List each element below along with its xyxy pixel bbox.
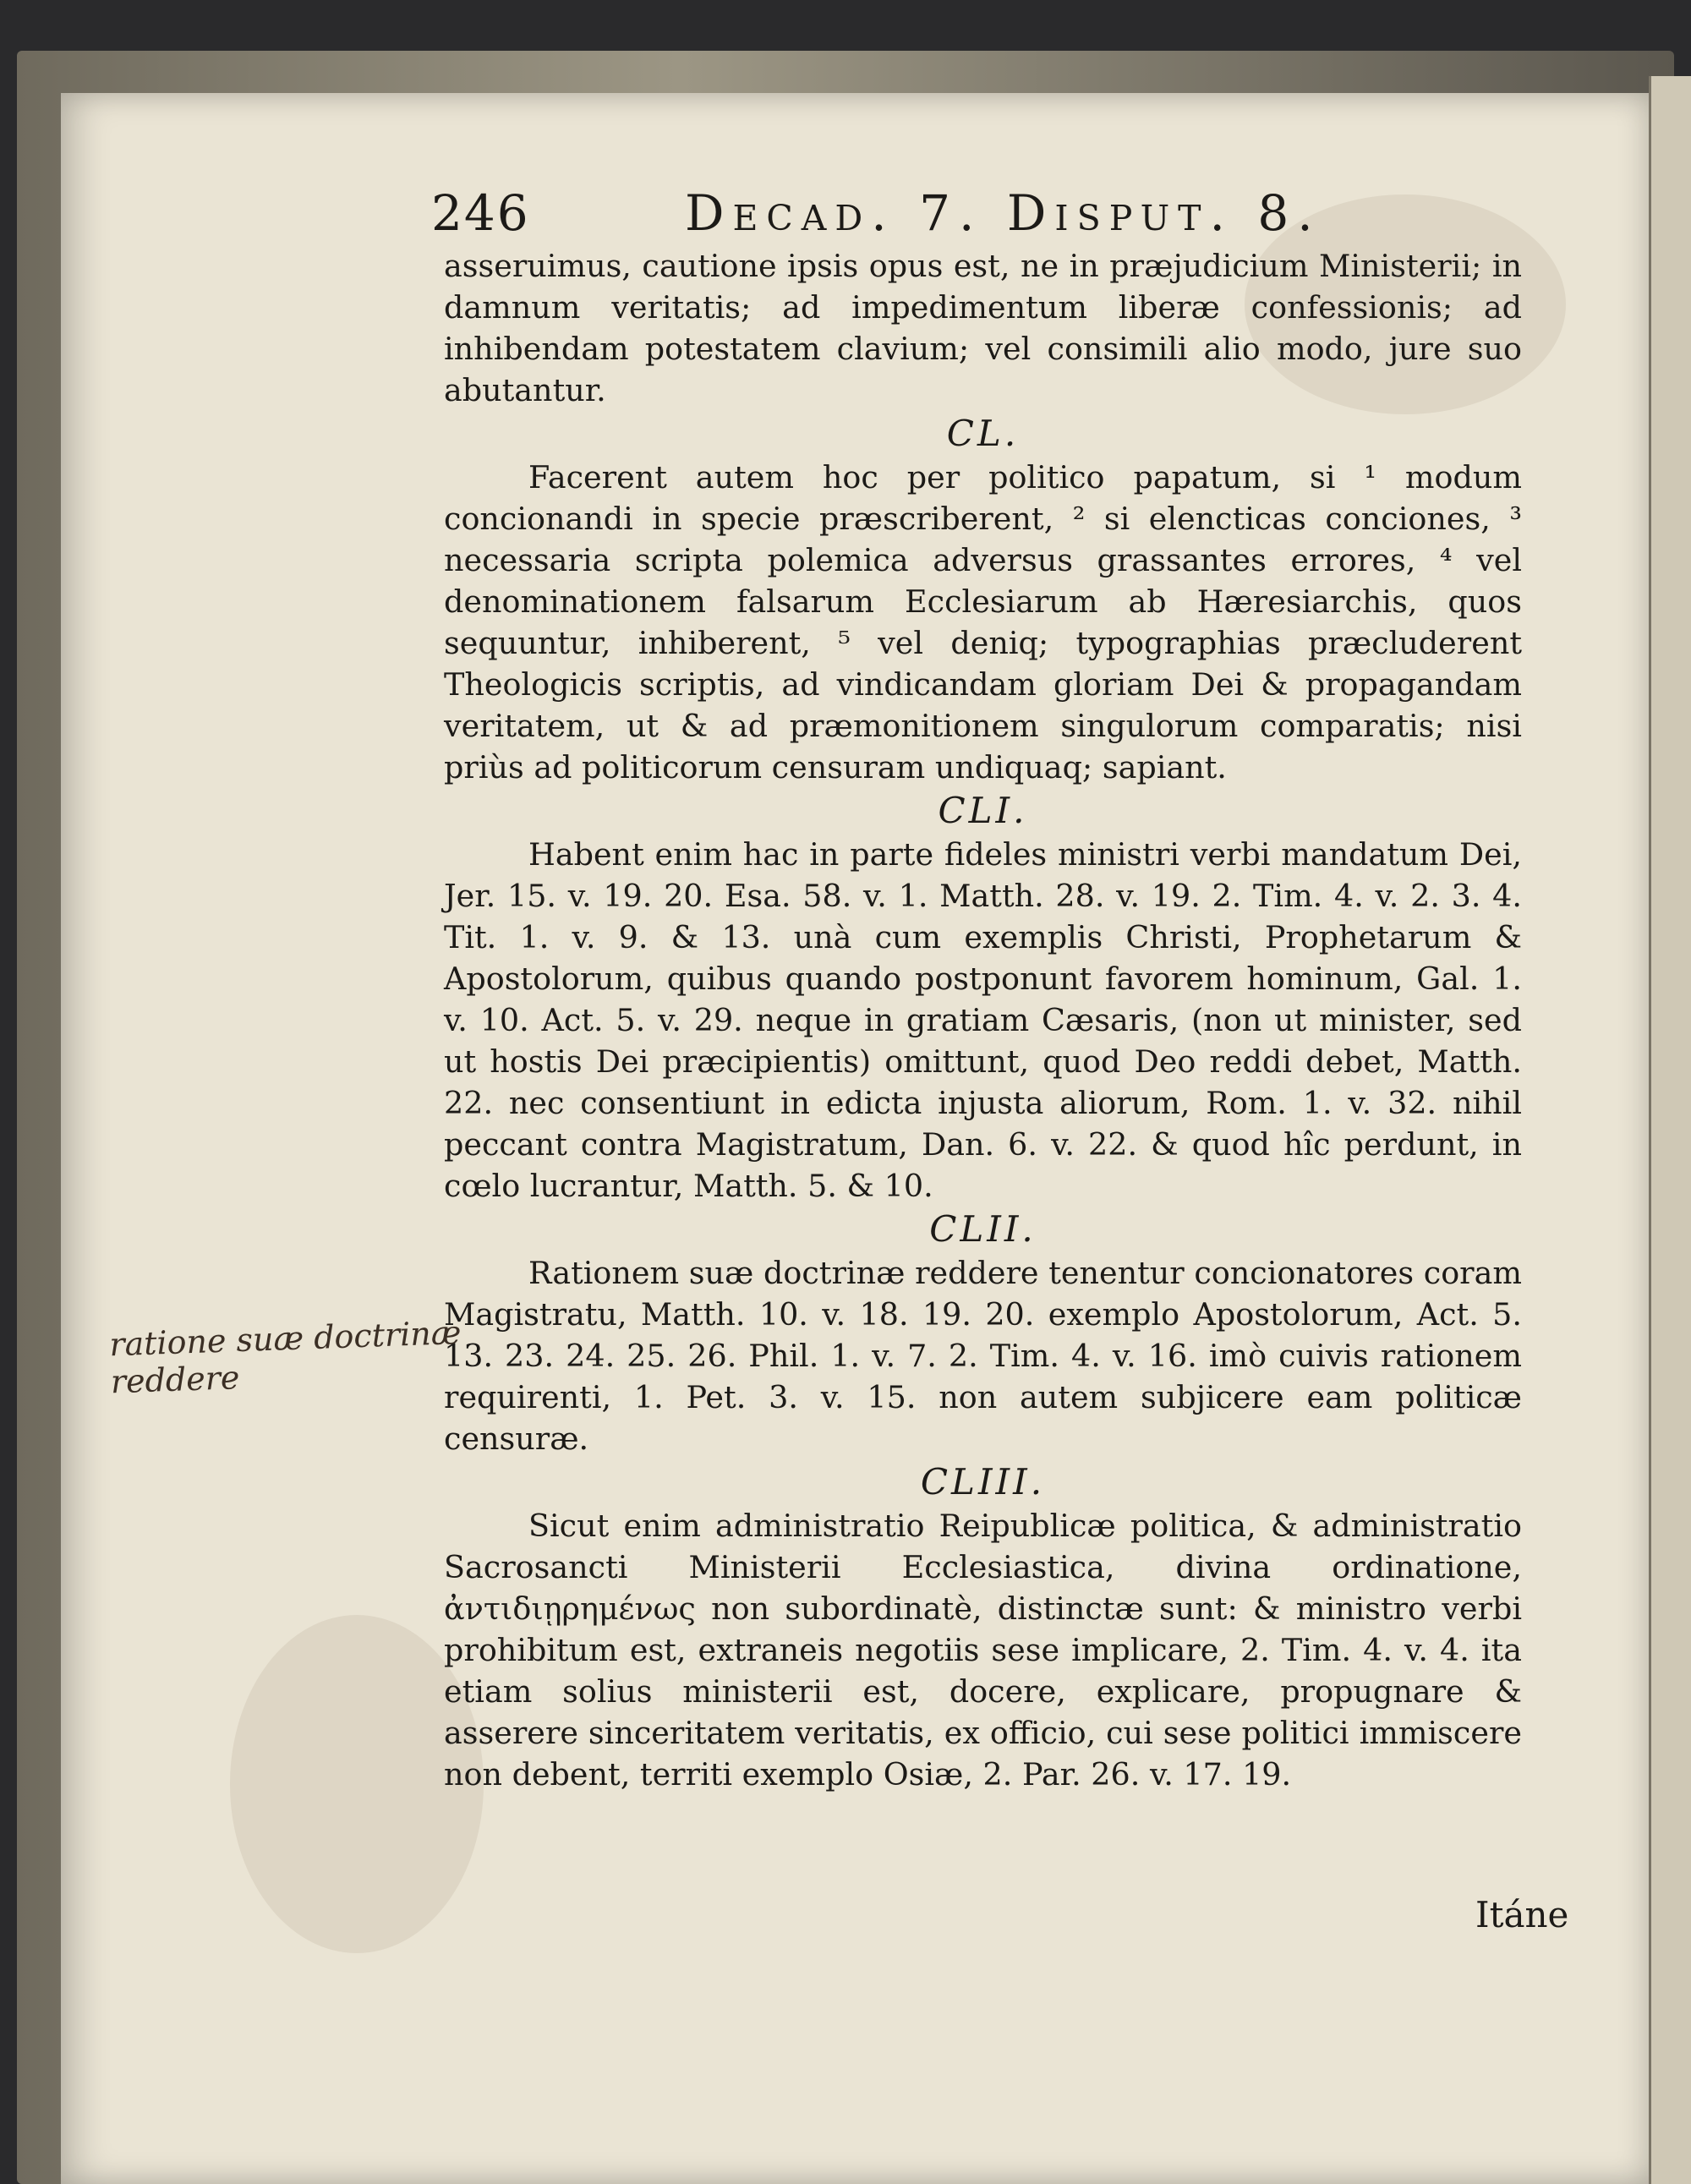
paragraph-cliii: Sicut enim administratio Reipublicæ politica, & administratio Sacrosancti Ministerii Ecclesiastica, divina ordinatione, ἀντιδιῃρημένως non subordinatè, distinctæ sunt: & ministro verbi prohibitum est, extraneis negotiis sese implicare, 2. Tim. 4. v. 4. ita etiam solius ministerii est, docere, explicare, propugnare & asserere sinceritatem veritatis, ex officio, cui sese politici immiscere non debent, territi exemplo Osiæ, 2. Par. 26. v. 17. 19. [444,1508,1522,1793]
page-number: 246 [431,184,530,242]
paragraph-clii: Rationem suæ doctrinæ reddere tenentur concionatores coram Magistratu, Matth. 10. v. 18. 19. 20. exemplo Apostolorum, Act. 5. 13. 23. 24. 25. 26. Phil. 1. v. 7. 2. Tim. 4. v. 16. imò cuivis rationem requirenti, 1. Pet. 3. v. 15. non autem subjicere eam politicæ censuræ. [444,1255,1522,1457]
section-heading-cli: CLI. [938,790,1028,831]
running-head: Decad. 7. Disput. 8. [685,184,1322,242]
catchword: Itáne [1475,1894,1569,1935]
paragraph-intro: asseruimus, cautione ipsis opus est, ne in præjudicium Ministerii; in damnum veritatis; ad impedimentum liberæ confessionis; ad inhibendam potestatem clavium; vel consimili alio modo, jure suo abutantur. [444,248,1522,408]
facing-page-edge [1649,76,1691,2184]
paragraph-cl: Facerent autem hoc per politico papatum, si ¹ modum concionandi in specie præscriberent, ² si elencticas conciones, ³ necessaria scripta polemica adversus grassantes errores, ⁴ vel denominationem falsarum Ecclesiarum ab Hæresiarchis, quos sequuntur, inhiberent, ⁵ vel deniq; typographias præcluderent Theologicis scriptis, ad vindicandam gloriam Dei & propagandam veritatem, ut & ad præmonitionem singulorum comparatis; nisi priùs ad politicorum censuram undiquaq; sapiant. [444,459,1522,785]
page-header [431,184,1530,245]
section-heading-cl: CL. [946,413,1020,454]
main-text-block [444,245,1522,1795]
section-heading-clii: CLII. [929,1208,1037,1250]
section-heading-cliii: CLIII. [920,1461,1046,1503]
paragraph-cli: Habent enim hac in parte fideles ministri verbi mandatum Dei, Jer. 15. v. 19. 20. Esa. 58. v. 1. Matth. 28. v. 19. 2. Tim. 4. v. 2. 3. 4. Tit. 1. v. 9. & 13. unà cum exemplis Christi, Prophetarum & Apostolorum, quibus quando postponunt favorem hominum, Gal. 1. v. 10. Act. 5. v. 29. neque in gratiam Cæsaris, (non ut minister, sed ut hostis Dei præcipientis) omittunt, quod Deo reddi debet, Matth. 22. nec consentiunt in edicta injusta aliorum, Rom. 1. v. 32. nihil peccant contra Magistratum, Dan. 6. v. 22. & quod hîc perdunt, in cœlo lucrantur, Matth. 5. & 10. [444,836,1522,1204]
handwritten-margin-note: ratione suæ doctrinæ reddere [108,1313,462,1401]
